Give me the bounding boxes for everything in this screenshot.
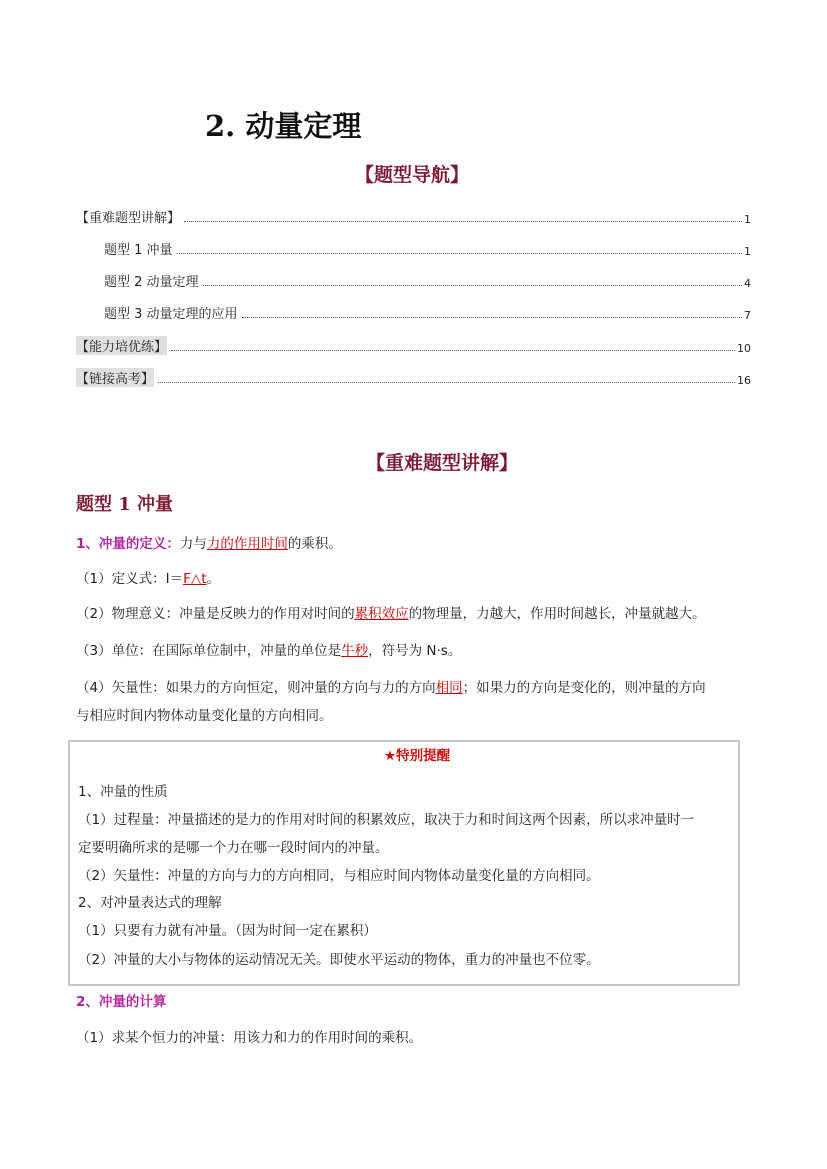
highlight: F△t — [183, 571, 207, 587]
toc-entry[interactable] — [76, 333, 751, 355]
paragraph — [76, 602, 706, 622]
text: （2）物理意义：冲量是反映力的作用对时间的 — [76, 606, 355, 622]
toc-page: 4 — [744, 277, 751, 290]
paragraph-continuation: 与相应时间内物体动量变化量的方向相同。 — [76, 708, 333, 724]
note-line: （2）矢量性：冲量的方向与力的方向相同，与相应时间内物体动量变化量的方向相同。 — [78, 868, 600, 884]
toc-label: 题型 3 动量定理的应用 — [104, 307, 238, 322]
toc-leader — [203, 285, 742, 286]
toc-page: 7 — [744, 309, 751, 322]
toc-leader — [158, 382, 735, 383]
toc-leader — [184, 221, 742, 222]
paragraph: （1）求某个恒力的冲量：用该力和力的作用时间的乘积。 — [76, 1030, 423, 1046]
text: ；如果力的方向是变化的，则冲量的方向 — [462, 680, 706, 696]
note-title: ★特别提醒 — [384, 748, 451, 764]
text: （1）定义式：I＝ — [76, 571, 184, 587]
toc-page: 1 — [744, 213, 751, 226]
toc-page: 1 — [744, 245, 751, 258]
text: 的物理量，力越大，作用时间越长，冲量就越大。 — [408, 606, 706, 622]
toc-leader — [177, 253, 742, 254]
toc-entry[interactable] — [76, 204, 751, 226]
paragraph — [76, 639, 461, 659]
toc-label: 【能力培优练】 — [76, 336, 167, 355]
toc-label: 【链接高考】 — [76, 368, 154, 387]
toc-entry[interactable] — [76, 365, 751, 387]
topic-heading: 题型 1 冲量 — [76, 494, 174, 515]
toc-entry[interactable] — [76, 236, 751, 258]
text: （3）单位：在国际单位制中，冲量的单位是 — [76, 643, 342, 659]
nav-heading: 【题型导航】 — [355, 164, 470, 186]
paragraph — [76, 676, 706, 696]
highlight: 累积效应 — [354, 606, 409, 622]
text: ，符号为 N·s。 — [368, 643, 462, 659]
highlight: 牛秒 — [341, 643, 369, 659]
note-line: 1、冲量的性质 — [78, 784, 168, 800]
toc-entry[interactable] — [76, 300, 751, 322]
note-line: （1）只要有力就有冲量。（因为时间一定在累积） — [78, 923, 377, 939]
toc-page: 10 — [737, 342, 751, 355]
note-line: 2、对冲量表达式的理解 — [78, 895, 222, 911]
note-line: 定要明确所求的是哪一个力在哪一段时间内的冲量。 — [78, 840, 389, 856]
note-line: （2）冲量的大小与物体的运动情况无关。即使水平运动的物体，重力的冲量也不位零。 — [78, 952, 600, 968]
paragraph — [76, 567, 220, 587]
toc-label: 题型 2 动量定理 — [104, 275, 199, 290]
text: 。 — [206, 571, 221, 587]
toc-leader — [171, 350, 735, 351]
toc-page: 16 — [737, 374, 751, 387]
section-heading: 【重难题型讲解】 — [366, 452, 519, 474]
text: （4）矢量性：如果力的方向恒定，则冲量的方向与力的方向 — [76, 680, 436, 696]
definition-label: 1、冲量的定义： — [76, 536, 180, 552]
special-note-box — [68, 740, 740, 986]
highlight: 力的作用时间 — [206, 536, 288, 552]
highlight: 相同 — [435, 680, 463, 696]
text: 的乘积。 — [287, 536, 342, 552]
text: 力与 — [179, 536, 207, 552]
toc-leader — [242, 317, 742, 318]
toc-entry[interactable] — [76, 268, 751, 290]
doc-title: 2. 动量定理 — [205, 109, 362, 143]
note-line: （1）过程量：冲量描述的是力的作用对时间的积累效应，取决于力和时间这两个因素，所以求冲量时一 — [78, 812, 695, 828]
definition-line — [76, 532, 342, 552]
toc-label: 【重难题型讲解】 — [76, 211, 181, 226]
calc-heading: 2、冲量的计算 — [76, 994, 167, 1010]
toc-label: 题型 1 冲量 — [104, 243, 173, 258]
